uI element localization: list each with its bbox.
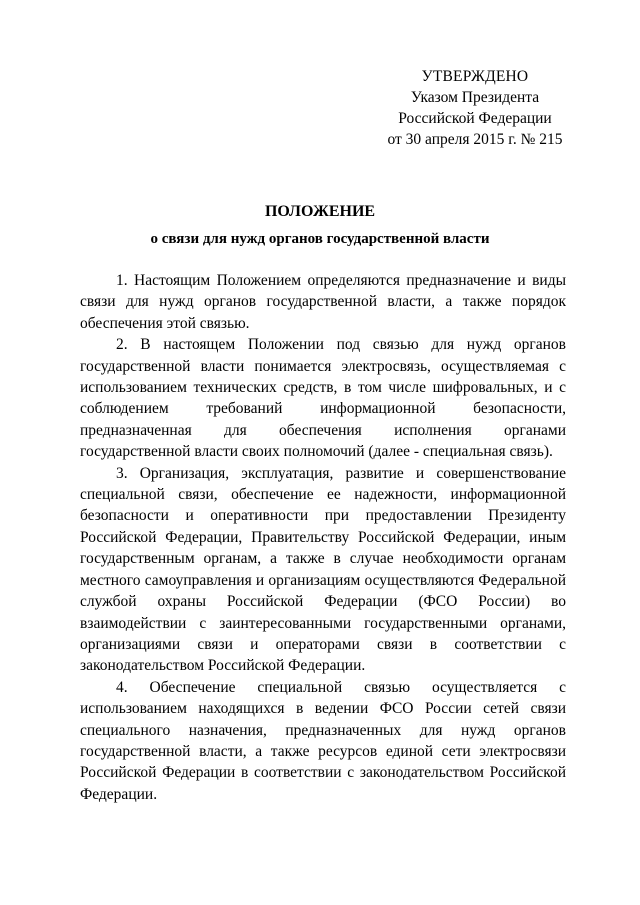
paragraph-1: 1. Настоящим Положением определяются предназначение и виды связи для нужд органов государственной власти, а также порядок обеспечения этой связью. — [80, 272, 566, 332]
document-body — [80, 270, 566, 805]
approval-heading: УТВЕРЖДЕНО — [421, 68, 529, 85]
approval-date: от 30 апреля 2015 г. № 215 — [387, 131, 563, 148]
document-subtitle: о связи для нужд органов государственной власти — [150, 231, 490, 247]
paragraph-4: 4. Обеспечение специальной связью осуществляется с использованием находящихся в ведении ФСО России сетей связи специального назначения, предназначенных для нужд органов государственной власти, а также ресурсов единой сети электросвязи Российской Федерации в соответствии с законодательством Российской Федерации. — [80, 678, 566, 803]
approval-stamp — [370, 66, 580, 150]
document-title: ПОЛОЖЕНИЕ — [264, 203, 376, 220]
approval-country: Российской Федерации — [398, 110, 552, 127]
paragraph-2: 2. В настоящем Положении под связью для нужд органов государственной власти понимается электросвязь, осуществляемая с использованием технических средств, в том числе шифровальных, и с соблюдением требований информационной безопасности, предназначенная для обеспечения исполнения органами государственной власти своих полномочий (далее - специальная связь). — [80, 336, 566, 461]
approval-issuer: Указом Президента — [410, 89, 540, 106]
paragraph-3: 3. Организация, эксплуатация, развитие и совершенствование специальной связи, обеспечение ее надежности, информационной безопасности и оперативности при предоставлении Президенту Российской Федерации, Правительству Российской Федерации, иным государственным органам, а также в случае необходимости органам местного самоуправления и организациям осуществляются Федеральной службой охраны Российской Федерации (ФСО России) во взаимодействии с заинтересованными государственными органами, организациями связи и операторами связи в соответствии с законодательством Российской Федерации. — [80, 464, 566, 675]
